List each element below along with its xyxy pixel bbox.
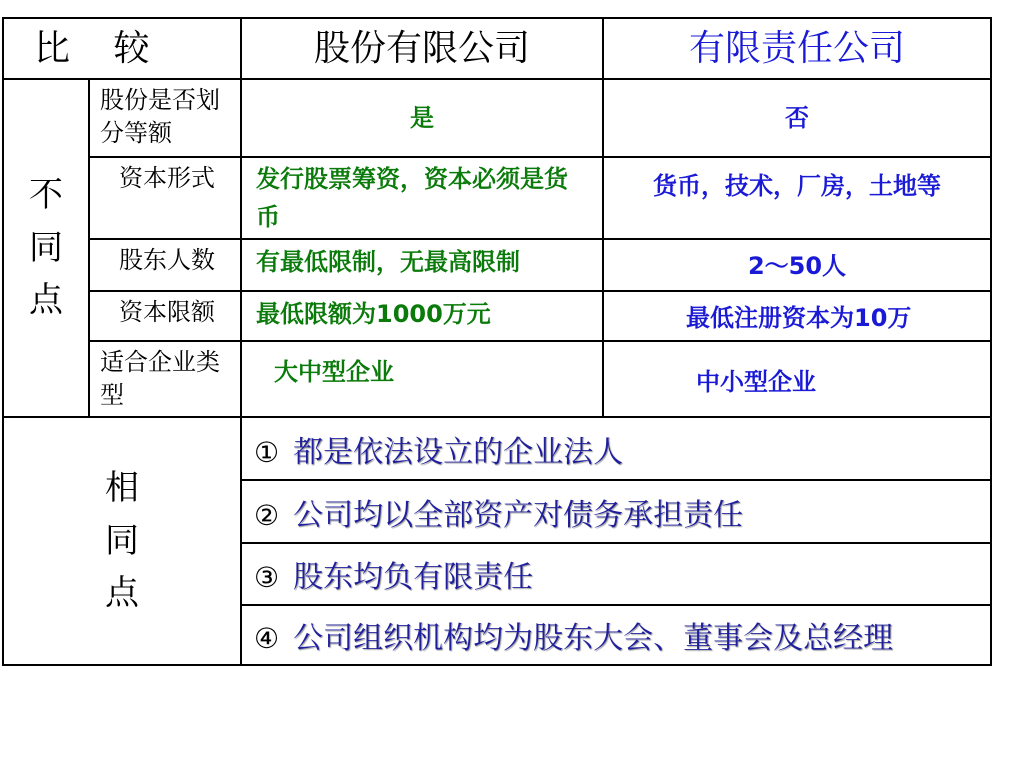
item-text: 股东均负有限责任 xyxy=(293,560,534,595)
item-number: ④ xyxy=(254,622,280,655)
gufen-cell: 最低限额为1000万元 xyxy=(241,291,603,341)
similarities-label xyxy=(3,417,241,665)
similarity-item xyxy=(241,480,991,543)
header-limited-liability-company: 有限责任公司 xyxy=(603,18,991,79)
similarity-item xyxy=(241,605,991,665)
header-compare: 比 较 xyxy=(3,18,241,79)
header-row xyxy=(3,18,991,79)
similarities-label-char: 相 xyxy=(105,467,139,508)
comparison-table xyxy=(2,17,992,666)
item-text: 公司均以全部资产对债务承担责任 xyxy=(293,497,744,533)
youxian-cell: 中小型企业 xyxy=(603,341,991,417)
similarities-label-char: 点 xyxy=(105,573,139,614)
differences-label-char: 点 xyxy=(29,280,63,321)
table-row xyxy=(3,79,991,157)
gufen-cell: 是 xyxy=(241,79,603,157)
youxian-cell: 否 xyxy=(603,79,991,157)
item-number: ③ xyxy=(254,561,280,594)
differences-label-char: 同 xyxy=(29,227,63,268)
similarity-item xyxy=(241,543,991,605)
similarity-row xyxy=(3,417,991,480)
attribute-cell: 适合企业类型 xyxy=(89,341,241,417)
table-row xyxy=(3,291,991,341)
table-row xyxy=(3,157,991,239)
item-text: 公司组织机构均为股东大会、董事会及总经理 xyxy=(293,621,894,656)
attribute-cell: 股份是否划分等额 xyxy=(89,79,241,157)
youxian-cell: 最低注册资本为10万 xyxy=(603,291,991,341)
attribute-cell: 股东人数 xyxy=(89,239,241,291)
header-joint-stock-company: 股份有限公司 xyxy=(241,18,603,79)
differences-label xyxy=(3,79,89,417)
attribute-cell: 资本限额 xyxy=(89,291,241,341)
table-row xyxy=(3,239,991,291)
item-number: ② xyxy=(254,498,280,532)
differences-label-char: 不 xyxy=(29,174,63,215)
gufen-cell: 大中型企业 xyxy=(241,341,603,417)
youxian-cell: 2～50人 xyxy=(603,239,991,291)
attribute-cell: 资本形式 xyxy=(89,157,241,239)
similarity-item xyxy=(241,417,991,480)
table-row xyxy=(3,341,991,417)
gufen-cell: 发行股票筹资，资本必须是货币 xyxy=(241,157,603,239)
item-text: 都是依法设立的企业法人 xyxy=(293,434,624,470)
similarities-label-char: 同 xyxy=(105,520,139,561)
gufen-cell: 有最低限制，无最高限制 xyxy=(241,239,603,291)
item-number: ① xyxy=(254,435,280,469)
youxian-cell: 货币，技术，厂房，土地等 xyxy=(603,157,991,239)
